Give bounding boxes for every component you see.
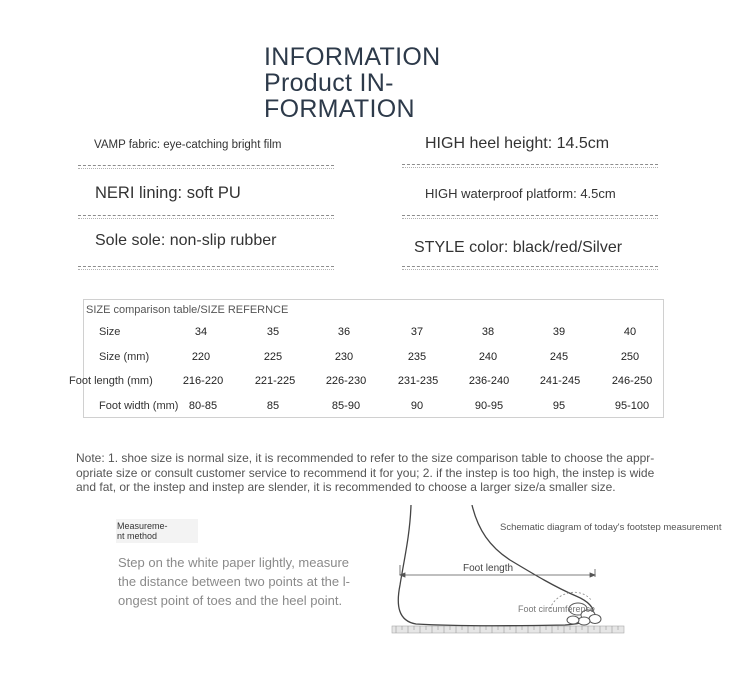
- foot-length-label: Foot length: [463, 563, 514, 574]
- title-line-2: Product IN-: [264, 69, 394, 97]
- attr-heel-height: HIGH heel height: 14.5cm: [425, 135, 610, 152]
- table-cell: 230: [334, 351, 354, 363]
- divider: [78, 266, 334, 270]
- attr-lining: NERI lining: soft PU: [95, 184, 241, 202]
- table-cell: 39: [552, 326, 566, 338]
- table-cell: 250: [620, 351, 640, 363]
- table-cell: 90-95: [474, 400, 504, 412]
- table-cell: 216-220: [182, 375, 224, 387]
- table-cell: 245: [549, 351, 569, 363]
- size-note: Note: 1. shoe size is normal size, it is recommended to refer to the size comparison table to choose the appr-opriate size or consult customer service to recommend it for you; 2. if the instep is too high, the instep is wide and fat, or the instep and instep are slender, it is recommended to choose a larger size/a smaller size.: [76, 451, 655, 494]
- table-cell: 37: [410, 326, 424, 338]
- divider: [402, 164, 658, 168]
- table-cell: 85: [266, 400, 280, 412]
- table-row: [83, 396, 664, 418]
- table-cell: 246-250: [611, 375, 653, 387]
- size-table-caption: SIZE comparison table/SIZE REFERNCE: [86, 304, 289, 316]
- attr-sole: Sole sole: non-slip rubber: [95, 232, 277, 249]
- diagram-caption: Schematic diagram of today's footstep measurement: [500, 522, 722, 533]
- table-cell: 40: [623, 326, 637, 338]
- title-line-3: FORMATION: [264, 95, 415, 123]
- table-cell: 236-240: [468, 375, 510, 387]
- page-title: [264, 44, 494, 122]
- table-cell: 34: [194, 326, 208, 338]
- table-cell: 221-225: [254, 375, 296, 387]
- row-label: Size (mm): [99, 351, 150, 363]
- divider: [78, 165, 334, 169]
- table-cell: 90: [410, 400, 424, 412]
- ruler-graphic: [392, 626, 624, 633]
- table-cell: 38: [481, 326, 495, 338]
- table-row: [83, 322, 664, 344]
- divider: [402, 215, 658, 219]
- title-line-1: INFORMATION: [264, 43, 441, 71]
- divider: [78, 215, 334, 219]
- table-cell: 95: [552, 400, 566, 412]
- table-cell: 240: [478, 351, 498, 363]
- divider: [402, 266, 658, 270]
- measurement-title-line-1: Measureme-: [117, 521, 168, 531]
- row-label: Foot width (mm): [99, 400, 179, 412]
- table-cell: 226-230: [325, 375, 367, 387]
- table-cell: 35: [266, 326, 280, 338]
- row-label: Foot length (mm): [69, 375, 153, 387]
- foot-circumference-label: Foot circumference: [518, 604, 596, 614]
- table-cell: 36: [337, 326, 351, 338]
- row-label: Size: [99, 326, 121, 338]
- table-row: [69, 371, 664, 393]
- measurement-instructions: Step on the white paper lightly, measure the distance between two points at the l-ongest point of toes and the heel point.: [118, 555, 350, 608]
- attr-platform: HIGH waterproof platform: 4.5cm: [425, 186, 616, 201]
- measurement-title-line-2: nt method: [117, 531, 158, 541]
- table-cell: 241-245: [539, 375, 581, 387]
- table-cell: 95-100: [614, 400, 650, 412]
- table-cell: 231-235: [397, 375, 439, 387]
- measurement-method-title: [116, 519, 198, 543]
- table-cell: 225: [263, 351, 283, 363]
- attr-vamp-fabric: VAMP fabric: eye-catching bright film: [94, 139, 282, 151]
- table-cell: 80-85: [188, 400, 218, 412]
- table-cell: 235: [407, 351, 427, 363]
- table-row: [83, 347, 664, 369]
- table-cell: 220: [191, 351, 211, 363]
- table-cell: 85-90: [331, 400, 361, 412]
- attr-style-color: STYLE color: black/red/Silver: [414, 239, 623, 256]
